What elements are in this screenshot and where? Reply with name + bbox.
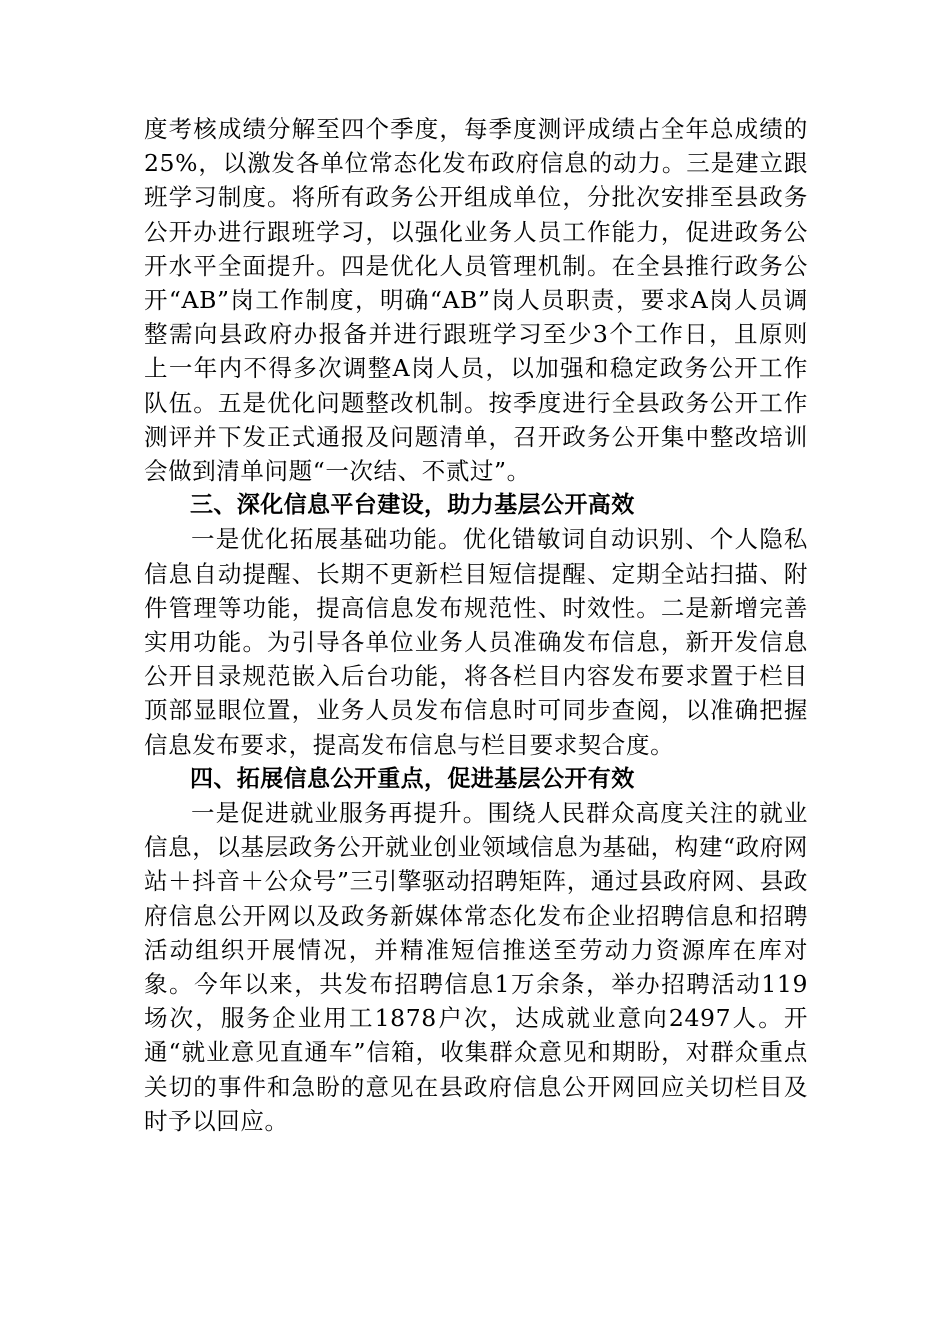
document-body <box>144 112 808 1138</box>
body-paragraph: 度考核成绩分解至四个季度，每季度测评成绩占全年总成绩的25%，以激发各单位常态化发布政府信息的动力。三是建立跟班学习制度。将所有政务公开组成单位，分批次安排至县政务公开办进行跟班学习，以强化业务人员工作能力，促进政务公开水平全面提升。四是优化人员管理机制。在全县推行政务公开“AB”岗工作制度，明确“AB”岗人员职责，要求A岗人员调整需向县政府办报备并进行跟班学习至少3个工作日，且原则上一年内不得多次调整A岗人员，以加强和稳定政务公开工作队伍。五是优化问题整改机制。按季度进行全县政务公开工作测评并下发正式通报及问题清单，召开政务公开集中整改培训会做到清单问题“一次结、不贰过”。 <box>144 115 808 486</box>
body-paragraph: 一是优化拓展基础功能。优化错敏词自动识别、个人隐私信息自动提醒、长期不更新栏目短信提醒、定期全站扫描、附件管理等功能，提高信息发布规范性、时效性。二是新增完善实用功能。为引导各单位业务人员准确发布信息，新开发信息公开目录规范嵌入后台功能，将各栏目内容发布要求置于栏目顶部显眼位置，业务人员发布信息时可同步查阅，以准确把握信息发布要求，提高发布信息与栏目要求契合度。 <box>144 525 808 759</box>
section-heading: 三、深化信息平台建设，助力基层公开高效 <box>190 492 635 519</box>
body-paragraph: 一是促进就业服务再提升。围绕人民群众高度关注的就业信息，以基层政务公开就业创业领域信息为基础，构建“政府网站＋抖音＋公众号”三引擎驱动招聘矩阵，通过县政府网、县政府信息公开网以及政务新媒体常态化发布企业招聘信息和招聘活动组织开展情况，并精准短信推送至劳动力资源库在库对象。今年以来，共发布招聘信息1万余条，举办招聘活动119场次，服务企业用工1878户次，达成就业意向2497人。开通“就业意见直通车”信箱，收集群众意见和期盼，对群众重点关切的事件和急盼的意见在县政府信息公开网回应关切栏目及时予以回应。 <box>144 799 808 1135</box>
section-heading: 四、拓展信息公开重点，促进基层公开有效 <box>190 765 635 792</box>
